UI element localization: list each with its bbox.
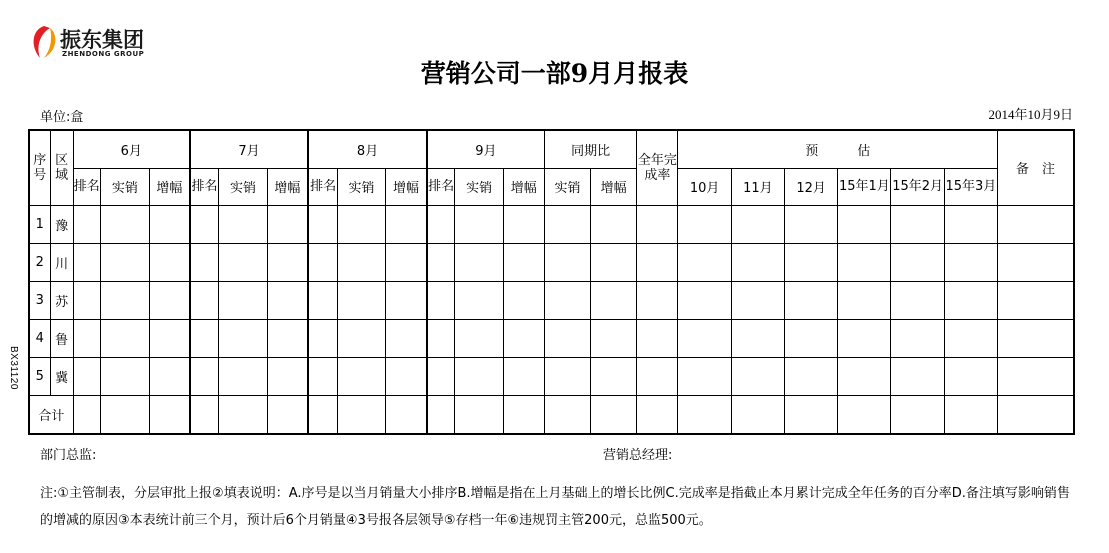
data-cell[interactable] bbox=[150, 357, 190, 395]
data-cell[interactable] bbox=[678, 281, 731, 319]
data-cell[interactable] bbox=[591, 281, 637, 319]
data-cell[interactable] bbox=[784, 281, 837, 319]
forecast-month: 10月 bbox=[678, 168, 731, 205]
data-cell[interactable] bbox=[427, 281, 455, 319]
data-cell[interactable] bbox=[150, 395, 190, 434]
data-cell[interactable] bbox=[838, 319, 891, 357]
sub-yoy-actual: 实销 bbox=[544, 168, 590, 205]
data-cell[interactable] bbox=[190, 205, 219, 243]
data-cell[interactable] bbox=[73, 281, 100, 319]
data-cell[interactable] bbox=[427, 243, 455, 281]
report-table bbox=[28, 129, 1075, 435]
data-cell[interactable] bbox=[637, 395, 678, 434]
data-cell[interactable] bbox=[544, 281, 590, 319]
sub-actual: 实销 bbox=[455, 168, 503, 205]
data-cell[interactable] bbox=[150, 281, 190, 319]
row-seq: 3 bbox=[29, 281, 50, 319]
header-month-8: 8月 bbox=[308, 130, 427, 168]
data-cell[interactable] bbox=[784, 395, 837, 434]
data-cell[interactable] bbox=[944, 357, 997, 395]
data-cell[interactable] bbox=[190, 243, 219, 281]
data-cell[interactable] bbox=[427, 205, 455, 243]
data-cell[interactable] bbox=[455, 205, 503, 243]
data-cell[interactable] bbox=[784, 357, 837, 395]
table-row bbox=[29, 243, 1074, 281]
header-month-6: 6月 bbox=[73, 130, 190, 168]
data-cell[interactable] bbox=[100, 205, 149, 243]
data-cell[interactable] bbox=[544, 395, 590, 434]
data-cell[interactable] bbox=[267, 395, 308, 434]
sub-growth: 增幅 bbox=[503, 168, 544, 205]
data-cell[interactable] bbox=[267, 243, 308, 281]
report-title: 营销公司一部9月月报表 bbox=[420, 59, 689, 88]
sub-yoy-growth: 增幅 bbox=[591, 168, 637, 205]
data-cell[interactable] bbox=[998, 395, 1075, 434]
forecast-month: 11月 bbox=[731, 168, 784, 205]
row-total-label: 合计 bbox=[29, 395, 73, 434]
data-cell[interactable] bbox=[998, 357, 1075, 395]
data-cell[interactable] bbox=[838, 281, 891, 319]
data-cell[interactable] bbox=[838, 243, 891, 281]
data-cell[interactable] bbox=[891, 319, 944, 357]
data-cell[interactable] bbox=[308, 319, 337, 357]
data-cell[interactable] bbox=[427, 357, 455, 395]
side-form-code: BX31120 bbox=[8, 346, 19, 390]
data-cell[interactable] bbox=[455, 281, 503, 319]
sub-rank: 排名 bbox=[308, 168, 337, 205]
data-cell[interactable] bbox=[100, 395, 149, 434]
data-cell[interactable] bbox=[944, 205, 997, 243]
data-cell[interactable] bbox=[337, 243, 385, 281]
data-cell[interactable] bbox=[100, 319, 149, 357]
data-cell[interactable] bbox=[838, 395, 891, 434]
header-annual-rate: 全年完成率 bbox=[637, 130, 678, 205]
data-cell[interactable] bbox=[337, 395, 385, 434]
forecast-month: 15年2月 bbox=[891, 168, 944, 205]
header-seq: 序号 bbox=[29, 130, 50, 205]
row-seq: 5 bbox=[29, 357, 50, 395]
data-cell[interactable] bbox=[891, 243, 944, 281]
data-cell[interactable] bbox=[337, 319, 385, 357]
data-cell[interactable] bbox=[386, 319, 427, 357]
data-cell[interactable] bbox=[591, 243, 637, 281]
row-region: 川 bbox=[50, 243, 73, 281]
data-cell[interactable] bbox=[386, 395, 427, 434]
data-cell[interactable] bbox=[503, 319, 544, 357]
data-cell[interactable] bbox=[784, 205, 837, 243]
data-cell[interactable] bbox=[267, 281, 308, 319]
data-cell[interactable] bbox=[219, 243, 267, 281]
table-row-total bbox=[29, 395, 1074, 434]
data-cell[interactable] bbox=[998, 205, 1075, 243]
data-cell[interactable] bbox=[503, 395, 544, 434]
data-cell[interactable] bbox=[944, 281, 997, 319]
data-cell[interactable] bbox=[838, 205, 891, 243]
data-cell[interactable] bbox=[73, 243, 100, 281]
forecast-month: 12月 bbox=[784, 168, 837, 205]
sub-actual: 实销 bbox=[219, 168, 267, 205]
data-cell[interactable] bbox=[386, 243, 427, 281]
data-cell[interactable] bbox=[219, 319, 267, 357]
data-cell[interactable] bbox=[731, 243, 784, 281]
data-cell[interactable] bbox=[891, 281, 944, 319]
data-cell[interactable] bbox=[503, 205, 544, 243]
data-cell[interactable] bbox=[267, 205, 308, 243]
data-cell[interactable] bbox=[73, 319, 100, 357]
data-cell[interactable] bbox=[386, 357, 427, 395]
data-cell[interactable] bbox=[267, 319, 308, 357]
data-cell[interactable] bbox=[337, 357, 385, 395]
data-cell[interactable] bbox=[337, 205, 385, 243]
logo-name-cn: 振东集团 bbox=[60, 28, 144, 52]
data-cell[interactable] bbox=[73, 395, 100, 434]
data-cell[interactable] bbox=[678, 395, 731, 434]
data-cell[interactable] bbox=[219, 205, 267, 243]
data-cell[interactable] bbox=[998, 243, 1075, 281]
data-cell[interactable] bbox=[308, 243, 337, 281]
data-cell[interactable] bbox=[503, 281, 544, 319]
data-cell[interactable] bbox=[337, 281, 385, 319]
sub-rank: 排名 bbox=[427, 168, 455, 205]
data-cell[interactable] bbox=[838, 357, 891, 395]
table-row bbox=[29, 319, 1074, 357]
data-cell[interactable] bbox=[190, 395, 219, 434]
data-cell[interactable] bbox=[544, 357, 590, 395]
row-seq: 1 bbox=[29, 205, 50, 243]
row-seq: 2 bbox=[29, 243, 50, 281]
table-row bbox=[29, 281, 1074, 319]
sub-actual: 实销 bbox=[100, 168, 149, 205]
data-cell[interactable] bbox=[190, 319, 219, 357]
data-cell[interactable] bbox=[637, 357, 678, 395]
data-cell[interactable] bbox=[190, 357, 219, 395]
header-yoy: 同期比 bbox=[544, 130, 636, 168]
data-cell[interactable] bbox=[308, 357, 337, 395]
data-cell[interactable] bbox=[219, 395, 267, 434]
forecast-month: 15年3月 bbox=[944, 168, 997, 205]
data-cell[interactable] bbox=[267, 357, 308, 395]
table-row bbox=[29, 205, 1074, 243]
sales-gm-label: 营销总经理: bbox=[603, 448, 673, 463]
data-cell[interactable] bbox=[427, 395, 455, 434]
data-cell[interactable] bbox=[308, 395, 337, 434]
data-cell[interactable] bbox=[219, 357, 267, 395]
data-cell[interactable] bbox=[386, 205, 427, 243]
data-cell[interactable] bbox=[784, 319, 837, 357]
sub-rank: 排名 bbox=[73, 168, 100, 205]
data-cell[interactable] bbox=[308, 205, 337, 243]
data-cell[interactable] bbox=[678, 357, 731, 395]
data-cell[interactable] bbox=[455, 395, 503, 434]
table-body bbox=[29, 205, 1074, 434]
data-cell[interactable] bbox=[998, 319, 1075, 357]
data-cell[interactable] bbox=[591, 395, 637, 434]
data-cell[interactable] bbox=[891, 357, 944, 395]
data-cell[interactable] bbox=[637, 319, 678, 357]
header-month-7: 7月 bbox=[190, 130, 309, 168]
data-cell[interactable] bbox=[386, 281, 427, 319]
sub-growth: 增幅 bbox=[267, 168, 308, 205]
data-cell[interactable] bbox=[678, 319, 731, 357]
data-cell[interactable] bbox=[998, 281, 1075, 319]
row-region: 苏 bbox=[50, 281, 73, 319]
data-cell[interactable] bbox=[544, 319, 590, 357]
table-row bbox=[29, 357, 1074, 395]
report-date: 2014年10月9日 bbox=[988, 107, 1073, 122]
data-cell[interactable] bbox=[944, 243, 997, 281]
data-cell[interactable] bbox=[591, 357, 637, 395]
data-cell[interactable] bbox=[784, 243, 837, 281]
row-region: 豫 bbox=[50, 205, 73, 243]
data-cell[interactable] bbox=[544, 243, 590, 281]
data-cell[interactable] bbox=[637, 205, 678, 243]
data-cell[interactable] bbox=[219, 281, 267, 319]
data-cell[interactable] bbox=[150, 243, 190, 281]
footnote: 注:①主管制表，分层审批上报②填表说明：A.序号是以当月销量大小排序B.增幅是指在上月基础上的增长比例C.完成率是指截止本月累计完成全年任务的百分率D.备注填写影响销售的增减的原因③本表统计前三个月，预计后6个月销量④3号报各层领导⑤存档一年⑥违规罚主管200元，总监500元。 bbox=[40, 486, 1070, 528]
data-cell[interactable] bbox=[678, 243, 731, 281]
unit-label: 单位:盒 bbox=[40, 110, 84, 125]
data-cell[interactable] bbox=[73, 205, 100, 243]
data-cell[interactable] bbox=[731, 395, 784, 434]
data-cell[interactable] bbox=[100, 243, 149, 281]
data-cell[interactable] bbox=[944, 319, 997, 357]
header-region: 区域 bbox=[50, 130, 73, 205]
data-cell[interactable] bbox=[150, 319, 190, 357]
data-cell[interactable] bbox=[455, 243, 503, 281]
logo-name-en: ZHENDONG GROUP bbox=[62, 50, 145, 58]
data-cell[interactable] bbox=[591, 205, 637, 243]
data-cell[interactable] bbox=[891, 395, 944, 434]
data-cell[interactable] bbox=[731, 319, 784, 357]
data-cell[interactable] bbox=[891, 205, 944, 243]
header-month-9: 9月 bbox=[427, 130, 545, 168]
forecast-month: 15年1月 bbox=[838, 168, 891, 205]
data-cell[interactable] bbox=[427, 319, 455, 357]
data-cell[interactable] bbox=[100, 357, 149, 395]
sub-growth: 增幅 bbox=[150, 168, 190, 205]
data-cell[interactable] bbox=[591, 319, 637, 357]
dept-director-label: 部门总监: bbox=[40, 448, 97, 463]
data-cell[interactable] bbox=[678, 205, 731, 243]
header-forecast: 预 估 bbox=[678, 130, 998, 168]
row-region: 冀 bbox=[50, 357, 73, 395]
data-cell[interactable] bbox=[503, 243, 544, 281]
row-region: 鲁 bbox=[50, 319, 73, 357]
data-cell[interactable] bbox=[73, 357, 100, 395]
data-cell[interactable] bbox=[637, 243, 678, 281]
data-cell[interactable] bbox=[455, 357, 503, 395]
data-cell[interactable] bbox=[944, 395, 997, 434]
sub-rank: 排名 bbox=[190, 168, 219, 205]
data-cell[interactable] bbox=[100, 281, 149, 319]
row-seq: 4 bbox=[29, 319, 50, 357]
data-cell[interactable] bbox=[731, 205, 784, 243]
data-cell[interactable] bbox=[731, 357, 784, 395]
data-cell[interactable] bbox=[455, 319, 503, 357]
data-cell[interactable] bbox=[637, 281, 678, 319]
sub-growth: 增幅 bbox=[386, 168, 427, 205]
data-cell[interactable] bbox=[190, 281, 219, 319]
data-cell[interactable] bbox=[731, 281, 784, 319]
data-cell[interactable] bbox=[544, 205, 590, 243]
data-cell[interactable] bbox=[150, 205, 190, 243]
header-remark: 备 注 bbox=[998, 130, 1075, 205]
sub-actual: 实销 bbox=[337, 168, 385, 205]
data-cell[interactable] bbox=[308, 281, 337, 319]
data-cell[interactable] bbox=[503, 357, 544, 395]
